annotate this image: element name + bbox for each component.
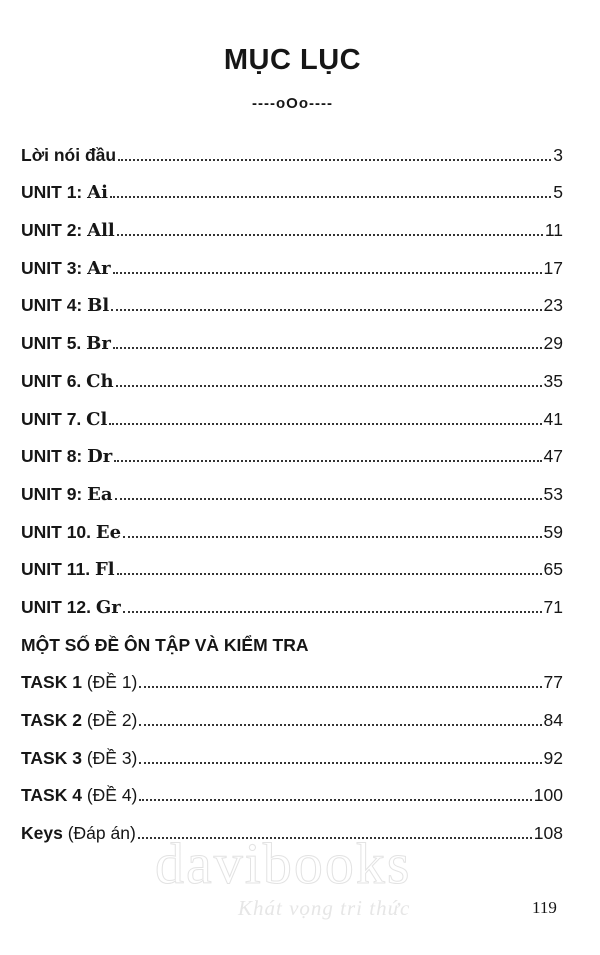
toc-entry-label: TASK 2 <box>21 710 82 730</box>
toc-entry-code: All <box>87 220 115 242</box>
toc-entry-label: UNIT 9: <box>21 483 83 504</box>
toc-entry-subtitle: (ĐỀ 3) <box>86 747 138 768</box>
dot-leader <box>111 308 541 311</box>
dot-leader <box>139 723 541 726</box>
section-heading: MỘT SỐ ĐỀ ÔN TẬP VÀ KIỂM TRA <box>21 634 309 655</box>
toc-entry-code: Gr <box>95 596 121 618</box>
watermark-slogan: Khát vọng tri thức <box>238 896 411 920</box>
toc-page-number: 3 <box>553 144 563 165</box>
toc-page-number: 41 <box>543 408 563 429</box>
dot-leader <box>109 422 541 425</box>
toc-page-number: 71 <box>543 596 563 617</box>
toc-entry-label: UNIT 4: <box>21 295 83 316</box>
toc-entry-subtitle: (ĐỀ 1) <box>86 672 138 693</box>
dot-leader <box>116 384 542 387</box>
toc-entry-label: UNIT 1: <box>21 182 83 203</box>
page-title: MỤC LỤC <box>223 44 362 76</box>
toc-entry-label: Lời nói đầu <box>21 144 117 165</box>
toc-entry-label: UNIT 2: <box>21 220 83 241</box>
toc-entry-label: UNIT 8: <box>21 446 83 467</box>
toc-entry-intro[interactable] <box>21 128 563 166</box>
toc-entry-unit-2[interactable] <box>21 203 563 241</box>
toc-page-number: 35 <box>543 370 563 391</box>
toc-page-number: 5 <box>553 182 563 203</box>
toc-entry-code: Dr <box>87 446 113 468</box>
toc-entry-label: TASK 4 <box>21 785 82 806</box>
toc-entry-unit-12[interactable] <box>21 580 563 618</box>
dot-leader <box>118 158 551 161</box>
toc-entry-code: Br <box>86 333 111 355</box>
toc-entry-task-4[interactable] <box>21 769 563 807</box>
dot-leader <box>139 685 541 688</box>
toc-entry-label: UNIT 11. <box>21 559 91 580</box>
toc-entry-unit-10[interactable] <box>21 505 563 543</box>
toc-entry-unit-5[interactable] <box>21 316 563 354</box>
toc-entry-unit-3[interactable] <box>21 241 563 279</box>
toc-entry-unit-11[interactable] <box>21 543 563 581</box>
watermark-brand: davibooks <box>155 831 412 896</box>
dot-leader <box>117 233 543 236</box>
toc-entry-code: Ar <box>87 257 111 279</box>
toc-entry-unit-4[interactable] <box>21 279 563 317</box>
dot-leader <box>139 798 531 801</box>
toc-entry-label: UNIT 6. <box>21 370 82 391</box>
toc-page-number: 47 <box>543 446 563 467</box>
toc-entry-label: UNIT 5. <box>21 333 82 354</box>
dot-leader <box>139 761 541 764</box>
toc-entry-code: Fl <box>94 559 115 581</box>
toc-entry-label: UNIT 12. <box>21 596 92 617</box>
dot-leader <box>115 497 542 500</box>
toc-entry-label: UNIT 10. <box>21 521 92 542</box>
toc-entry-label: Keys <box>21 823 63 844</box>
dot-leader <box>114 459 541 462</box>
toc-entry-unit-6[interactable] <box>21 354 563 392</box>
toc-entry-label: UNIT 3: <box>21 257 83 278</box>
toc-section-heading-row <box>21 618 563 656</box>
toc-page-number: 17 <box>543 257 563 278</box>
toc-page-number: 29 <box>543 333 563 354</box>
toc-page-number: 108 <box>533 823 563 844</box>
toc-entry-subtitle: (ĐỀ 2) <box>86 710 138 730</box>
dot-leader <box>123 610 542 613</box>
toc-entry-unit-7[interactable] <box>21 392 563 430</box>
dot-leader <box>117 572 542 575</box>
toc-page-number: 84 <box>543 710 563 730</box>
toc-entry-unit-8[interactable] <box>21 430 563 468</box>
toc-entry-code: Cl <box>86 408 108 430</box>
toc-page-number: 59 <box>543 521 563 542</box>
toc-page-number: 65 <box>543 559 563 580</box>
toc-entry-code: Ee <box>95 521 122 543</box>
toc-entry-label: UNIT 7. <box>21 408 82 429</box>
toc-entry-code: Bl <box>87 295 110 317</box>
toc-entry-subtitle: (ĐỀ 4) <box>86 785 138 806</box>
toc-entry-subtitle: (Đáp án) <box>67 823 136 844</box>
toc-entry-code: Ai <box>87 182 108 204</box>
toc-entry-task-3[interactable] <box>21 731 563 769</box>
toc-entry-code: Ea <box>87 483 113 505</box>
title-ornament: ----oOo---- <box>252 95 333 112</box>
toc-entry-unit-9[interactable] <box>21 467 563 505</box>
dot-leader <box>113 346 542 349</box>
dot-leader <box>123 535 541 538</box>
toc-page-number: 100 <box>533 785 563 806</box>
toc-entry-label: TASK 3 <box>21 747 82 768</box>
toc-page-number: 92 <box>543 747 563 768</box>
toc-page-number: 23 <box>543 295 563 316</box>
dot-leader <box>113 271 542 274</box>
toc-entry-task-1[interactable] <box>21 656 563 694</box>
toc-entry-unit-1[interactable] <box>21 166 563 204</box>
toc-page-number: 77 <box>543 672 563 693</box>
toc-entry-code: Ch <box>86 370 114 392</box>
table-of-contents <box>21 128 563 844</box>
toc-page-number: 11 <box>544 220 563 241</box>
page-number: 119 <box>532 898 557 917</box>
toc-entry-task-2[interactable] <box>21 693 563 731</box>
toc-entry-label: TASK 1 <box>21 672 82 693</box>
dot-leader <box>110 195 551 198</box>
toc-page-number: 53 <box>543 483 563 504</box>
